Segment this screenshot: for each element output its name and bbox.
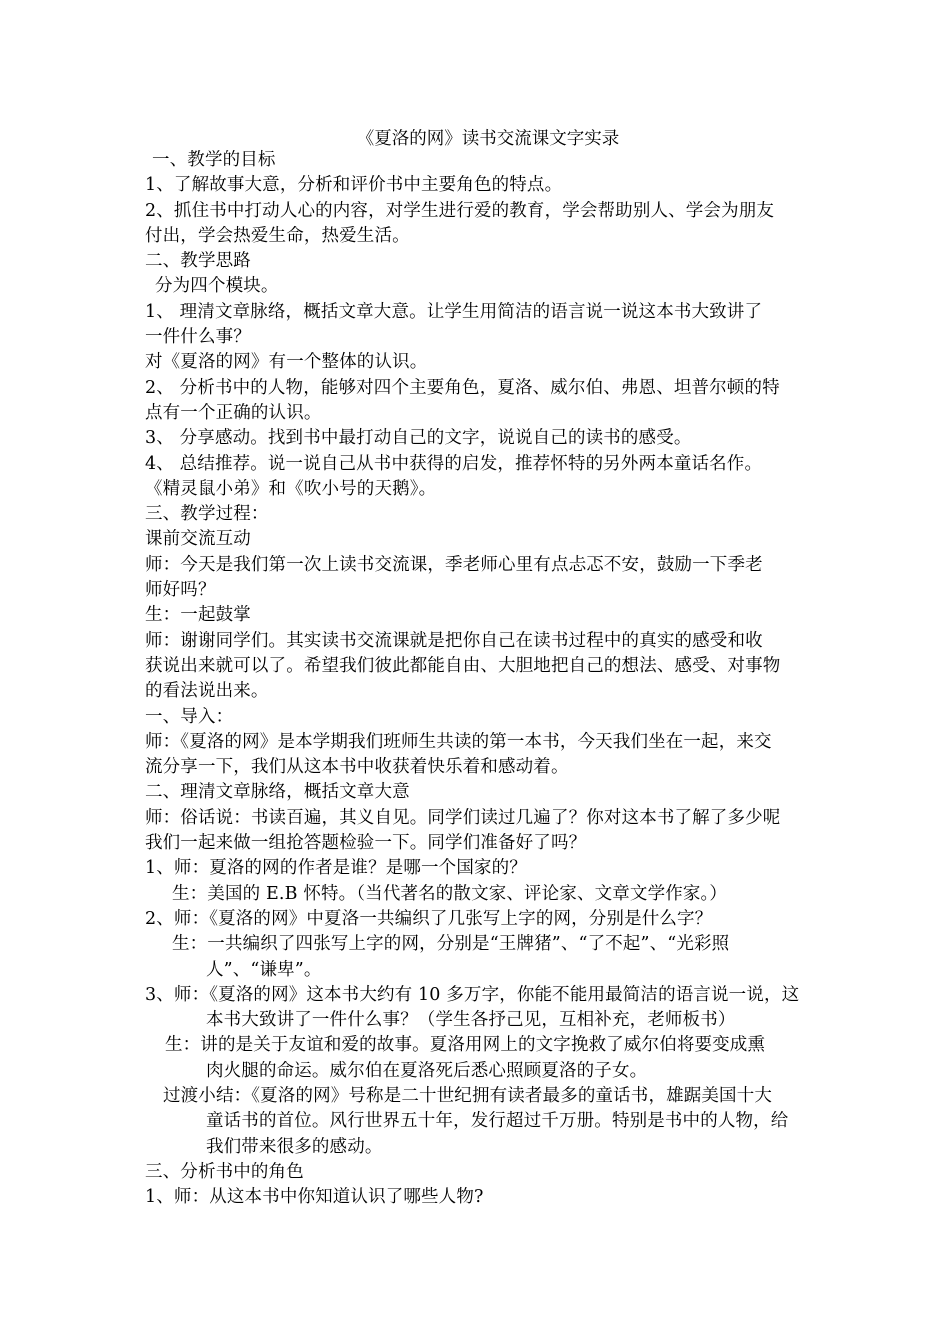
text-line: 过渡小结：《夏洛的网》号称是二十世纪拥有读者最多的童话书，雄踞美国十大 [163, 1085, 772, 1106]
text-line: 师：今天是我们第一次上读书交流课，季老师心里有点忐忑不安，鼓励一下季老 [145, 554, 763, 575]
text-line: 一、教学的目标 [152, 150, 276, 170]
text-line: 师好吗？ [145, 580, 216, 601]
document-title: 《夏洛的网》读书交流课文字实录 [356, 129, 620, 149]
document-body [0, 148, 950, 1210]
text-line: 本书大致讲了一件什么事？（学生各抒己见，互相补充，老师板书） [206, 1010, 736, 1031]
text-line: 2、 分析书中的人物，能够对四个主要角色，夏洛、威尔伯、弗恩、坦普尔顿的特 [145, 377, 780, 398]
text-line: 师：俗话说：书读百遍，其义自见。同学们读过几遍了？你对这本书了解了多少呢 [145, 807, 781, 828]
text-line: 师：《夏洛的网》是本学期我们班师生共读的第一本书，今天我们坐在一起，来交 [145, 731, 772, 752]
text-line: 流分享一下，我们从这本书中收获着快乐着和感动着。 [145, 757, 569, 778]
text-line: 生：一共编织了四张写上字的网，分别是“王牌猪”、“了不起”、“光彩照 [172, 934, 730, 955]
text-line: 点有一个正确的认识。 [145, 402, 322, 423]
text-line: 对《夏洛的网》有一个整体的认识。 [145, 352, 428, 373]
text-line: 一、导入： [145, 706, 234, 727]
text-line: 1、了解故事大意，分析和评价书中主要角色的特点。 [145, 175, 563, 196]
text-line: 2、师：《夏洛的网》中夏洛一共编织了几张写上字的网，分别是什么字？ [145, 908, 713, 929]
text-line: 童话书的首位。风行世界五十年，发行超过千万册。特别是书中的人物，给 [206, 1111, 789, 1132]
text-line: 3、师：《夏洛的网》这本书大约有 10 多万字，你能不能用最简洁的语言说一说，这 [145, 984, 800, 1005]
text-line: 我们带来很多的感动。 [206, 1136, 383, 1157]
text-line: 肉火腿的命运。威尔伯在夏洛死后悉心照顾夏洛的子女。 [206, 1060, 648, 1081]
text-line: 3、 分享感动。找到书中最打动自己的文字，说说自己的读书的感受。 [145, 428, 692, 449]
text-line: 付出，学会热爱生命，热爱生活。 [145, 225, 410, 246]
text-line: 一件什么事？ [145, 327, 251, 348]
text-line: 生：一起鼓掌 [145, 605, 251, 626]
text-line: 我们一起来做一组抢答题检验一下。同学们准备好了吗？ [145, 833, 587, 854]
text-line: 4、 总结推荐。说一说自己从书中获得的启发，推荐怀特的另外两本童话名作。 [145, 453, 763, 474]
text-line: 1、师：从这本书中你知道认识了哪些人物? [145, 1187, 484, 1208]
text-line: 二、教学思路 [145, 251, 251, 272]
text-line: 2、抓住书中打动人心的内容，对学生进行爱的教育，学会帮助别人、学会为朋友 [145, 200, 775, 221]
text-line: 1、 理清文章脉络，概括文章大意。让学生用简洁的语言说一说这本书大致讲了 [145, 301, 763, 322]
text-line: 的看法说出来。 [145, 681, 269, 702]
text-line: 《精灵鼠小弟》和《吹小号的天鹅》。 [145, 478, 437, 499]
text-line: 获说出来就可以了。希望我们彼此都能自由、大胆地把自己的想法、感受、对事物 [145, 655, 781, 676]
text-line: 1、师：夏洛的网的作者是谁？是哪一个国家的？ [145, 858, 527, 879]
text-line: 课前交流互动 [145, 529, 251, 550]
text-line: 三、教学过程： [145, 504, 269, 525]
text-line: 三、分析书中的角色 [145, 1161, 304, 1182]
text-line: 分为四个模块。 [155, 276, 279, 297]
text-line: 生：讲的是关于友谊和爱的故事。夏洛用网上的文字挽救了威尔伯将要变成熏 [165, 1035, 766, 1056]
text-line: 师：谢谢同学们。其实读书交流课就是把你自己在读书过程中的真实的感受和收 [145, 630, 763, 651]
text-line: 二、理清文章脉络，概括文章大意 [145, 782, 410, 803]
text-line: 人”、“谦卑”。 [206, 959, 322, 980]
text-line: 生：美国的 E.B 怀特。（当代著名的散文家、评论家、文章文学作家。） [172, 883, 728, 904]
